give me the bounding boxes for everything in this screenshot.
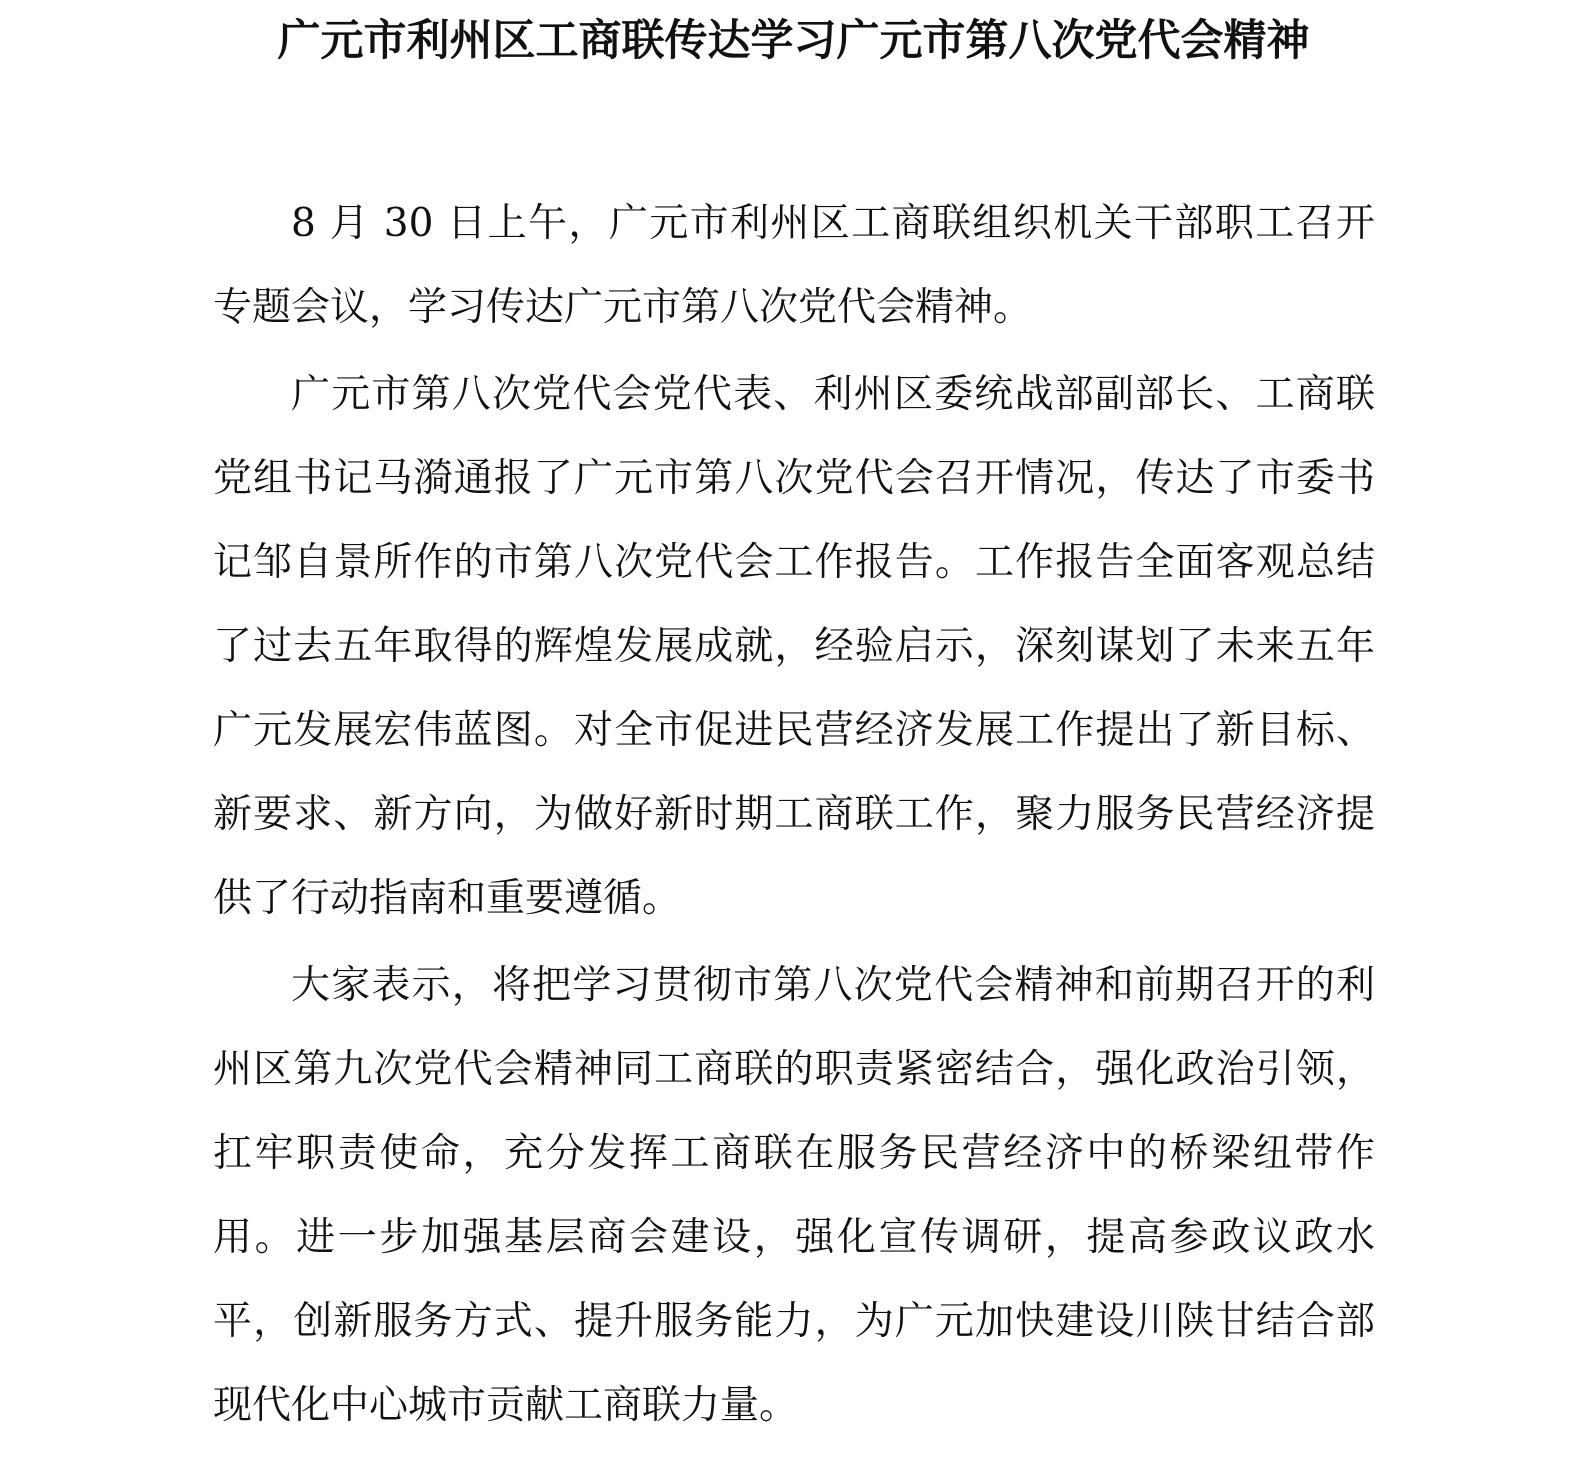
paragraph-meeting-intro: 8 月 30 日上午，广元市利州区工商联组织机关干部职工召开专题会议，学习传达广元市第八次党代会精神。 [213,201,1375,330]
paragraph-report-summary: 广元市第八次党代会党代表、利州区委统战部副部长、工商联党组书记马漪通报了广元市第八次党代会召开情况，传达了市委书记邹自景所作的市第八次党代会工作报告。工作报告全面客观总结了过去五年取得的辉煌发展成就，经验启示，深刻谋划了未来五年广元发展宏伟蓝图。对全市促进民营经济发展工作提出了新目标、新要求、新方向，为做好新时期工商联工作，聚力服务民营经济提供了行动指南和重要遵循。 [213,372,1375,921]
paragraph-commitment: 大家表示，将把学习贯彻市第八次党代会精神和前期召开的利州区第九次党代会精神同工商联的职责紧密结合，强化政治引领，扛牢职责使命，充分发挥工商联在服务民营经济中的桥梁纽带作用。进一步加强基层商会建设，强化宣传调研，提高参政议政水平，创新服务方式、提升服务能力，为广元加快建设川陕甘结合部现代化中心城市贡献工商联力量。 [213,963,1375,1428]
document-title: 广元市利州区工商联传达学习广元市第八次党代会精神 [277,16,1310,66]
document-body [213,182,1375,1451]
